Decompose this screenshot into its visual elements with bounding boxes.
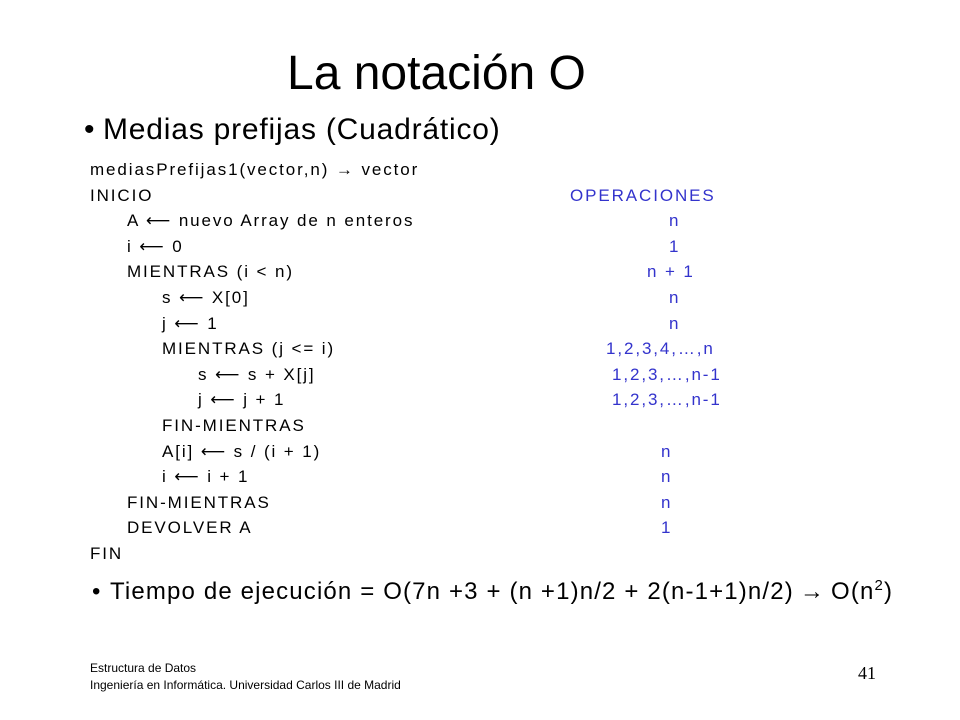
operations-count: n + 1 — [647, 262, 695, 282]
code-text: INICIO — [90, 185, 154, 205]
operations-count: n — [669, 313, 681, 333]
complexity-exponent: 2 — [874, 577, 885, 594]
code-text: MIENTRAS (i < n) — [127, 262, 294, 282]
code-text: A[i] ⟵ s / (i + 1) — [162, 441, 322, 461]
operations-count: n — [669, 287, 681, 307]
operations-count: n — [669, 211, 681, 231]
complexity-close: ) — [884, 578, 894, 605]
code-text: i ⟵ i + 1 — [162, 467, 250, 487]
section-heading: Medias prefijas (Cuadrático) — [103, 113, 501, 146]
operations-count: 1,2,3,4,…,n — [606, 339, 715, 359]
code-line — [0, 234, 960, 260]
code-signature-row — [0, 157, 960, 183]
code-line — [0, 259, 960, 285]
code-text: FIN-MIENTRAS — [162, 415, 306, 435]
code-line — [0, 387, 960, 413]
code-text: DEVOLVER A — [127, 518, 253, 538]
code-text: s ⟵ X[0] — [162, 287, 250, 307]
code-text: FIN — [90, 543, 124, 563]
operations-count: n — [661, 492, 673, 512]
slide-title: La notación O — [287, 47, 586, 100]
code-line — [0, 311, 960, 337]
bullet-icon: • — [84, 113, 95, 146]
operations-header: OPERACIONES — [570, 185, 716, 205]
bullet-icon: • — [92, 578, 101, 605]
code-text: j ⟵ 1 — [162, 313, 219, 333]
algorithm-listing — [0, 157, 960, 567]
implies-arrow-icon: → — [799, 578, 826, 605]
complexity-statement — [110, 577, 893, 607]
code-line — [0, 285, 960, 311]
code-text: i ⟵ 0 — [127, 236, 184, 256]
code-line — [0, 413, 960, 439]
code-line — [0, 515, 960, 541]
code-line — [0, 541, 960, 567]
code-line — [0, 464, 960, 490]
code-line — [0, 490, 960, 516]
operations-count: 1 — [661, 518, 673, 538]
code-text: A ⟵ nuevo Array de n enteros — [127, 211, 415, 231]
code-signature: mediasPrefijas1(vector,n) → vector — [90, 160, 420, 179]
code-line — [0, 362, 960, 388]
code-text: s ⟵ s + X[j] — [198, 364, 316, 384]
code-text: FIN-MIENTRAS — [127, 492, 271, 512]
operations-count: n — [661, 467, 673, 487]
footer-course: Estructura de Datos — [90, 661, 197, 675]
complexity-expression: Tiempo de ejecución = O(7n +3 + (n +1)n/2 + 2(n-1+1)n/2) — [110, 578, 794, 605]
code-line — [0, 208, 960, 234]
operations-count: 1,2,3,…,n-1 — [612, 390, 722, 410]
code-line — [0, 183, 960, 209]
footer-institution: Ingeniería en Informática. Universidad Carlos III de Madrid — [90, 678, 401, 692]
operations-count: 1,2,3,…,n-1 — [612, 364, 722, 384]
page-number: 41 — [858, 663, 876, 683]
complexity-result: O(n — [831, 578, 875, 605]
code-text: j ⟵ j + 1 — [198, 390, 286, 410]
code-line — [0, 439, 960, 465]
code-line — [0, 336, 960, 362]
code-text: MIENTRAS (j <= i) — [162, 339, 336, 359]
operations-count: n — [661, 441, 673, 461]
operations-count: 1 — [669, 236, 681, 256]
